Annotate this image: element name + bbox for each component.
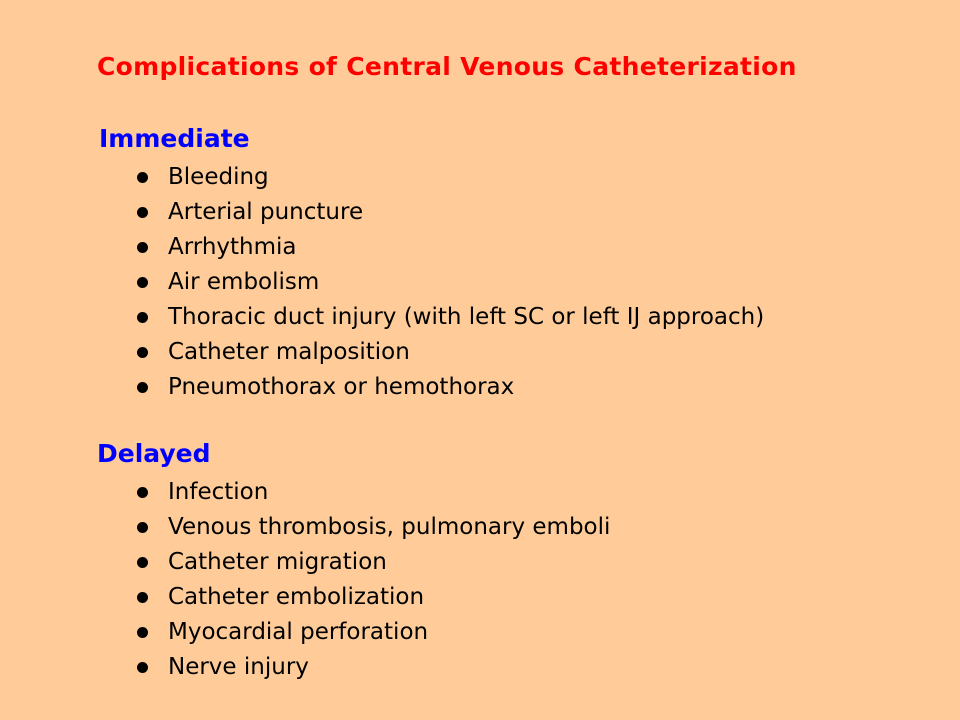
bullet-icon (137, 627, 148, 638)
list-item (134, 160, 764, 195)
delayed-complications-list (134, 475, 610, 685)
list-item (134, 300, 764, 335)
section-heading-delayed: Delayed (97, 439, 211, 468)
list-item (134, 650, 610, 685)
bullet-icon (137, 172, 148, 183)
list-item-text: Arterial puncture (168, 199, 364, 225)
list-item-text: Air embolism (168, 269, 320, 295)
bullet-icon (137, 592, 148, 603)
list-item-text: Arrhythmia (168, 234, 297, 260)
list-item-text: Myocardial perforation (168, 619, 429, 645)
section-heading-immediate: Immediate (99, 124, 250, 153)
bullet-icon (137, 207, 148, 218)
immediate-complications-list (134, 160, 764, 405)
bullet-icon (137, 347, 148, 358)
bullet-icon (137, 557, 148, 568)
list-item (134, 335, 764, 370)
bullet-icon (137, 242, 148, 253)
bullet-icon (137, 487, 148, 498)
list-item (134, 370, 764, 405)
list-item (134, 615, 610, 650)
list-item (134, 230, 764, 265)
bullet-icon (137, 277, 148, 288)
list-item-text: Pneumothorax or hemothorax (168, 374, 515, 400)
bullet-icon (137, 382, 148, 393)
bullet-icon (137, 662, 148, 673)
bullet-icon (137, 312, 148, 323)
bullet-icon (137, 522, 148, 533)
list-item (134, 580, 610, 615)
list-item-text: Catheter malposition (168, 339, 410, 365)
list-item (134, 195, 764, 230)
list-item-text: Venous thrombosis, pulmonary emboli (168, 514, 611, 540)
list-item (134, 545, 610, 580)
list-item-text: Thoracic duct injury (with left SC or left IJ approach) (168, 304, 765, 330)
list-item (134, 510, 610, 545)
list-item-text: Catheter embolization (168, 584, 425, 610)
list-item-text: Bleeding (168, 164, 269, 190)
list-item (134, 265, 764, 300)
list-item-text: Catheter migration (168, 549, 387, 575)
list-item-text: Nerve injury (168, 654, 309, 680)
slide-title: Complications of Central Venous Catheterization (97, 52, 797, 81)
list-item-text: Infection (168, 479, 269, 505)
list-item (134, 475, 610, 510)
